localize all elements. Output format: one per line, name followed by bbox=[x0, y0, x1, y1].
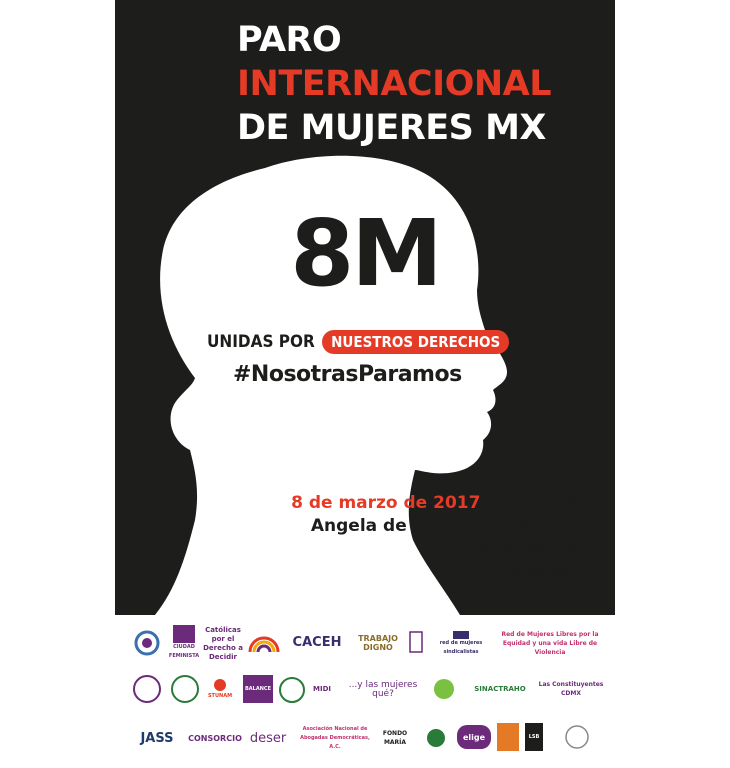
logo-small-figure-icon bbox=[407, 629, 425, 655]
slogan-pill: NUESTROS DERECHOS bbox=[322, 330, 509, 354]
hashtag: #NosotrasParamos bbox=[233, 362, 462, 387]
logo-sinactraho: SINACTRAHO bbox=[474, 684, 526, 693]
logo-green-circle-icon-2 bbox=[419, 725, 453, 751]
logo-trabajo-digno: TRABAJO DIGNO bbox=[358, 634, 398, 652]
headline-8m: 8M bbox=[290, 200, 440, 307]
slogan bbox=[207, 330, 509, 354]
logo-consorcio: CONSORCIO bbox=[188, 733, 242, 743]
logo-rainbow-icon bbox=[247, 629, 281, 655]
logo-circle-badge bbox=[131, 629, 163, 657]
logo-catolicas: Católicas por el Derecho a Decidir bbox=[203, 626, 243, 661]
slogan-prefix: UNIDAS POR bbox=[207, 332, 315, 352]
title-line-3: DE MUJERES MX bbox=[237, 108, 546, 148]
logo-midi: MIDI bbox=[313, 684, 331, 693]
logo-lsb: LSB bbox=[525, 723, 543, 751]
logo-red-mujeres-libres: Red de Mujeres Libres por la Equidad y una vida Libre de Violencia bbox=[501, 630, 599, 656]
logo-orange-square bbox=[497, 723, 519, 751]
logo-balance: BALANCE bbox=[243, 675, 273, 703]
logo-stunam: STUNAM bbox=[203, 675, 237, 703]
event-action: Valla humana bbox=[447, 539, 577, 559]
event-details bbox=[291, 492, 577, 561]
logo-round-badge-2 bbox=[171, 675, 199, 703]
logo-round-seal-icon bbox=[549, 723, 605, 751]
logo-ciudad-feminista: CIUDAD FEMINISTA bbox=[171, 625, 197, 661]
poster bbox=[115, 0, 615, 768]
event-place: Angela de la Independencia bbox=[310, 516, 577, 536]
event-time: 16:00 hrs bbox=[486, 493, 577, 513]
logo-round-badge-3 bbox=[279, 677, 305, 703]
logo-y-las-mujeres: ...y las mujeres qué? bbox=[348, 680, 418, 699]
logo-elige: elige bbox=[457, 725, 491, 749]
logo-round-badge-1 bbox=[133, 675, 161, 703]
social-handle: @ParoMx bbox=[509, 566, 577, 581]
logo-fondo-maria: FONDO MARÍA bbox=[382, 730, 408, 746]
logo-red-mujeres-sindicalistas: red de mujeres sindicalistas bbox=[431, 629, 491, 657]
event-date: 8 de marzo de 2017 bbox=[291, 493, 481, 513]
logo-caceh: CACEH bbox=[292, 634, 342, 650]
logo-las-constituyentes: Las Constituyentes CDMX bbox=[538, 681, 604, 697]
title-line-1: PARO bbox=[237, 20, 342, 60]
sponsor-logos bbox=[115, 615, 615, 768]
logo-green-circle-icon bbox=[429, 675, 459, 703]
logo-anad: Asociación Nacional de Abogadas Democráticas, A.C. bbox=[300, 725, 370, 750]
logo-circle-icon bbox=[132, 630, 162, 656]
logo-jass: JASS bbox=[140, 730, 174, 746]
logo-deser: deser bbox=[249, 730, 287, 746]
poster-title bbox=[237, 18, 551, 150]
title-line-2: INTERNACIONAL bbox=[237, 64, 552, 104]
